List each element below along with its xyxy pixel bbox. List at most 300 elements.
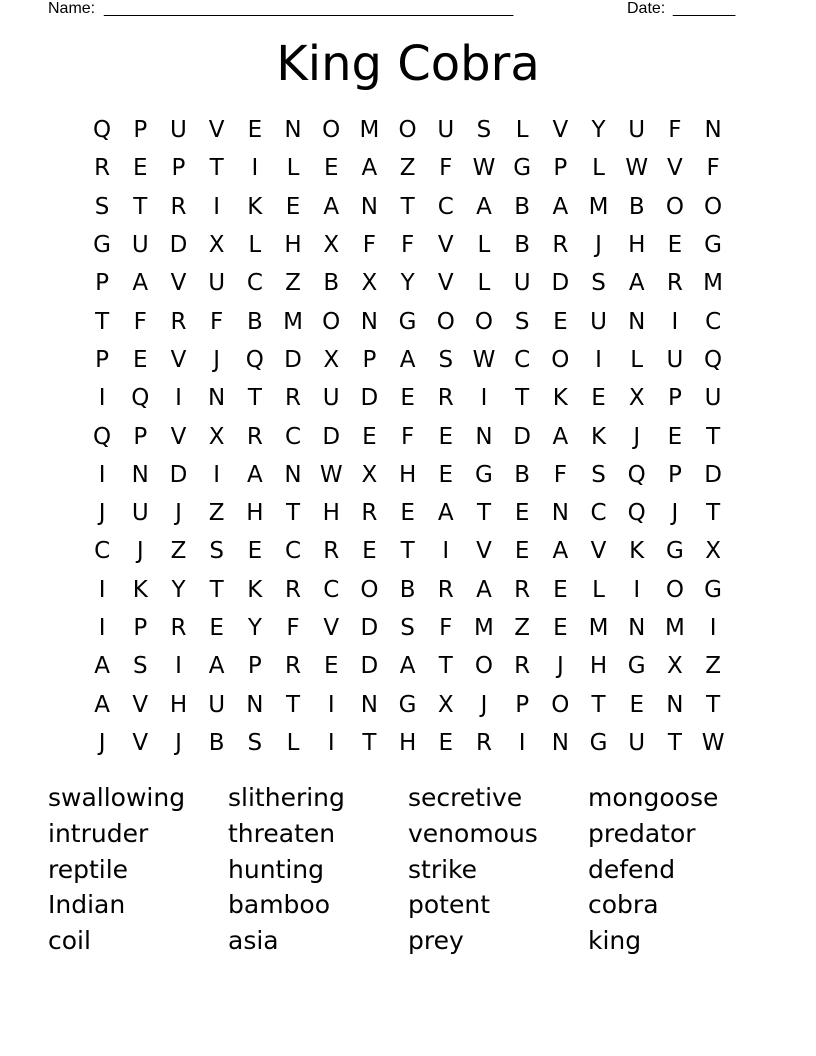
grid-letter: D [322, 423, 341, 450]
grid-letter: R [94, 155, 111, 182]
letter-grid [83, 111, 733, 762]
grid-letter: N [208, 385, 226, 412]
grid-letter: L [286, 729, 300, 756]
grid-letter: J [595, 232, 602, 259]
grid-letter: W [472, 155, 496, 182]
grid-letter: V [667, 155, 683, 182]
grid-letter: A [323, 193, 340, 220]
grid-letter: V [170, 346, 187, 373]
grid-letter: R [666, 270, 683, 297]
grid-letter: V [323, 615, 340, 641]
word-list-item: king [588, 926, 642, 956]
grid-letter: F [439, 155, 453, 182]
word-list-item: secretive [408, 783, 523, 812]
grid-letter: J [671, 500, 679, 527]
grid-letter: H [284, 232, 302, 259]
grid-letter: R [246, 423, 263, 450]
grid-letter: Q [627, 500, 646, 527]
grid-letter: A [208, 653, 225, 680]
grid-letter: N [551, 500, 569, 527]
grid-letter: P [133, 423, 148, 450]
grid-letter: U [322, 385, 340, 412]
grid-letter: I [327, 729, 335, 756]
word-list-item: slithering [228, 783, 345, 812]
grid-row [83, 188, 733, 226]
grid-letter: T [476, 500, 491, 527]
grid-letter: D [360, 385, 379, 412]
grid-letter: J [98, 500, 106, 527]
grid-letter: A [552, 538, 569, 565]
grid-letter: J [98, 729, 106, 756]
grid-letter: G [704, 576, 722, 603]
grid-letter: I [595, 346, 602, 373]
grid-letter: P [247, 653, 262, 680]
grid-letter: N [360, 193, 379, 220]
grid-letter: U [628, 729, 646, 756]
grid-letter: X [705, 538, 721, 565]
grid-letter: P [553, 155, 568, 182]
grid-row [83, 647, 733, 685]
grid-letter: I [671, 308, 679, 335]
grid-letter: R [552, 232, 569, 259]
grid-letter: V [552, 117, 569, 144]
grid-letter: O [436, 308, 455, 335]
grid-letter: T [400, 538, 415, 565]
grid-letter: L [477, 270, 491, 297]
word-list [48, 780, 768, 959]
grid-letter: E [362, 423, 377, 450]
grid-letter: K [132, 576, 148, 603]
grid-letter: D [284, 346, 302, 373]
grid-letter: P [667, 461, 682, 488]
grid-letter: B [514, 232, 531, 259]
grid-letter: X [437, 691, 454, 718]
grid-letter: R [437, 576, 454, 603]
grid-letter: F [668, 117, 682, 144]
grid-letter: M [474, 615, 494, 641]
grid-letter: E [247, 538, 263, 565]
grid-letter: W [701, 729, 725, 756]
grid-letter: L [592, 576, 605, 603]
grid-letter: I [98, 615, 106, 641]
grid-letter: X [667, 653, 683, 680]
grid-letter: V [590, 538, 607, 565]
grid-letter: X [323, 232, 340, 259]
grid-letter: F [706, 155, 720, 182]
grid-letter: E [667, 232, 683, 259]
grid-letter: F [286, 615, 300, 641]
grid-letter: N [246, 691, 264, 718]
grid-letter: H [628, 232, 646, 259]
grid-letter: I [98, 461, 106, 488]
grid-letter: R [170, 308, 187, 335]
grid-letter: M [283, 308, 303, 335]
grid-letter: F [362, 232, 377, 259]
word-list-item: Indian [48, 890, 126, 920]
grid-letter: A [399, 346, 416, 373]
grid-letter: U [208, 270, 226, 297]
grid-letter: E [247, 117, 263, 144]
grid-letter: I [480, 385, 488, 412]
grid-letter: E [438, 461, 454, 488]
grid-letter: J [175, 500, 182, 527]
grid-letter: Y [591, 117, 606, 144]
grid-letter: E [667, 423, 683, 450]
grid-letter: O [665, 193, 684, 220]
grid-letter: S [591, 461, 606, 488]
grid-letter: S [94, 193, 110, 220]
grid-letter: E [553, 615, 568, 641]
grid-letter: R [285, 576, 302, 603]
grid-letter: I [251, 155, 259, 182]
grid-letter: H [246, 500, 264, 527]
grid-letter: I [98, 385, 106, 412]
date-blank-line: _______ [673, 0, 736, 17]
grid-letter: K [629, 538, 645, 565]
grid-letter: S [476, 117, 492, 144]
grid-letter: R [170, 193, 187, 220]
grid-letter: M [664, 615, 685, 641]
grid-letter: D [360, 615, 379, 641]
grid-letter: L [592, 155, 605, 182]
grid-letter: R [323, 538, 340, 565]
grid-letter: O [322, 308, 341, 335]
grid-letter: F [439, 615, 453, 641]
grid-letter: G [398, 308, 417, 335]
grid-letter: R [285, 653, 302, 680]
grid-letter: V [170, 270, 187, 297]
name-date-header [48, 0, 748, 20]
grid-letter: A [94, 653, 110, 680]
grid-letter: V [476, 538, 492, 565]
grid-letter: C [246, 270, 263, 297]
grid-letter: I [327, 691, 335, 718]
grid-letter: A [132, 270, 149, 297]
grid-letter: R [170, 615, 187, 641]
grid-letter: K [247, 193, 263, 220]
grid-letter: I [633, 576, 641, 603]
grid-letter: U [131, 232, 149, 259]
grid-row [83, 111, 733, 149]
grid-letter: W [319, 461, 343, 488]
grid-letter: O [322, 117, 341, 144]
word-list-item: venomous [408, 818, 538, 848]
grid-letter: V [208, 117, 225, 144]
grid-letter: R [514, 576, 531, 603]
grid-letter: T [706, 500, 721, 527]
grid-letter: F [553, 461, 567, 488]
grid-row [83, 724, 733, 762]
grid-letter: Q [93, 423, 112, 450]
grid-letter: U [437, 117, 455, 144]
grid-letter: G [513, 155, 532, 182]
word-list-item: coil [48, 926, 91, 956]
grid-letter: E [514, 538, 530, 565]
grid-letter: B [514, 193, 531, 220]
word-list-item: intruder [48, 818, 149, 848]
grid-letter: O [665, 576, 684, 603]
grid-letter: T [706, 423, 721, 450]
grid-letter: K [590, 423, 607, 450]
grid-letter: Z [170, 538, 187, 565]
grid-letter: E [133, 346, 148, 373]
grid-letter: V [170, 423, 187, 450]
grid-letter: L [477, 232, 491, 259]
grid-letter: X [323, 346, 340, 373]
grid-letter: O [474, 308, 494, 335]
grid-letter: E [553, 576, 568, 603]
grid-row [83, 264, 733, 302]
grid-letter: G [704, 232, 722, 259]
grid-letter: X [208, 423, 225, 450]
word-list-item: threaten [228, 818, 336, 848]
grid-letter: Z [208, 500, 225, 527]
grid-row [83, 226, 733, 264]
grid-letter: F [400, 232, 415, 259]
grid-letter: A [94, 691, 110, 718]
grid-letter: E [323, 653, 339, 680]
grid-letter: E [362, 538, 377, 565]
grid-letter: S [132, 653, 148, 680]
grid-letter: T [209, 576, 224, 603]
grid-letter: O [360, 576, 379, 603]
grid-letter: K [247, 576, 263, 603]
grid-letter: Q [131, 385, 150, 412]
grid-letter: N [284, 117, 302, 144]
word-list-item: mongoose [588, 783, 719, 812]
grid-letter: A [476, 193, 492, 220]
grid-letter: V [437, 270, 454, 297]
grid-letter: N [360, 691, 379, 718]
grid-letter: S [514, 308, 530, 335]
word-list-item: predator [588, 818, 696, 848]
word-list-item: swallowing [48, 783, 186, 812]
grid-letter: L [515, 117, 529, 144]
grid-letter: A [552, 423, 569, 450]
grid-letter: J [556, 653, 564, 680]
grid-letter: A [552, 193, 569, 220]
grid-letter: X [361, 461, 378, 488]
grid-letter: E [438, 423, 454, 450]
grid-letter: T [591, 691, 606, 718]
grid-letter: P [362, 346, 377, 373]
grid-letter: U [628, 117, 646, 144]
grid-letter: P [95, 346, 110, 373]
grid-row [83, 149, 733, 187]
grid-letter: C [437, 193, 454, 220]
grid-letter: J [633, 423, 641, 450]
grid-letter: I [518, 729, 526, 756]
grid-letter: G [93, 232, 111, 259]
grid-letter: D [513, 423, 532, 450]
grid-letter: O [474, 653, 494, 680]
grid-letter: D [360, 653, 379, 680]
grid-letter: T [362, 729, 377, 756]
word-list-item: prey [408, 926, 464, 956]
grid-letter: O [551, 346, 570, 373]
grid-row [83, 302, 733, 340]
grid-row [83, 417, 733, 455]
grid-letter: M [359, 117, 380, 144]
grid-letter: Z [399, 155, 416, 182]
word-list-item: potent [408, 890, 490, 920]
grid-letter: D [169, 232, 188, 259]
grid-letter: G [627, 653, 646, 680]
grid-letter: N [704, 117, 722, 144]
grid-letter: B [628, 193, 645, 220]
grid-letter: F [400, 423, 415, 450]
grid-letter: J [480, 691, 488, 718]
grid-letter: W [625, 155, 649, 182]
grid-letter: R [475, 729, 492, 756]
grid-letter: E [553, 308, 568, 335]
grid-letter: M [588, 193, 609, 220]
grid-letter: P [515, 691, 530, 718]
grid-letter: U [170, 117, 187, 144]
grid-letter: I [175, 653, 182, 680]
grid-letter: S [591, 270, 606, 297]
grid-letter: L [630, 346, 644, 373]
grid-letter: C [514, 346, 531, 373]
grid-letter: L [286, 155, 300, 182]
grid-letter: Y [171, 576, 186, 603]
grid-letter: I [442, 538, 450, 565]
page-title: King Cobra [276, 36, 540, 92]
word-list-item: defend [588, 854, 676, 884]
grid-letter: U [513, 270, 531, 297]
word-list-item: hunting [228, 854, 324, 884]
grid-letter: E [438, 729, 454, 756]
grid-letter: Q [704, 346, 723, 373]
grid-letter: N [475, 423, 493, 450]
grid-letter: U [704, 385, 722, 412]
grid-letter: Q [627, 461, 646, 488]
grid-letter: R [514, 653, 531, 680]
grid-letter: B [208, 729, 225, 756]
grid-letter: E [285, 193, 301, 220]
grid-letter: C [285, 423, 302, 450]
grid-letter: N [551, 729, 569, 756]
grid-letter: S [438, 346, 454, 373]
grid-row [83, 379, 733, 417]
grid-letter: H [398, 461, 417, 488]
grid-letter: N [131, 461, 149, 488]
grid-letter: B [399, 576, 416, 603]
grid-letter: H [398, 729, 417, 756]
grid-letter: T [247, 385, 262, 412]
grid-letter: B [514, 461, 531, 488]
grid-letter: O [398, 117, 417, 144]
grid-letter: I [98, 576, 106, 603]
grid-row [83, 494, 733, 532]
grid-letter: K [552, 385, 568, 412]
grid-letter: I [213, 193, 221, 220]
grid-letter: S [209, 538, 224, 565]
grid-letter: T [400, 193, 415, 220]
grid-letter: R [361, 500, 378, 527]
grid-letter: D [551, 270, 570, 297]
grid-letter: T [286, 691, 301, 718]
grid-letter: E [514, 500, 530, 527]
grid-letter: T [286, 500, 301, 527]
grid-letter: E [629, 691, 644, 718]
grid-row [83, 341, 733, 379]
name-label: Name: [48, 0, 96, 17]
grid-letter: X [628, 385, 645, 412]
grid-letter: T [133, 193, 148, 220]
grid-letter: A [476, 576, 492, 603]
grid-letter: S [247, 729, 263, 756]
word-list-item: cobra [588, 890, 659, 920]
grid-letter: P [133, 117, 148, 144]
grid-letter: F [133, 308, 147, 335]
grid-letter: P [95, 270, 110, 297]
grid-letter: V [132, 729, 149, 756]
grid-letter: M [588, 615, 609, 641]
grid-letter: P [133, 615, 148, 641]
grid-letter: U [131, 500, 149, 527]
grid-row [83, 685, 733, 723]
grid-letter: A [399, 653, 416, 680]
grid-letter: E [400, 385, 415, 412]
grid-letter: J [175, 729, 182, 756]
date-label: Date: [627, 0, 666, 17]
name-blank-line: ______________________________________________ [104, 0, 514, 17]
grid-letter: H [169, 691, 188, 718]
grid-letter: A [437, 500, 454, 527]
word-list-item: asia [228, 926, 279, 956]
grid-letter: O [551, 691, 570, 718]
grid-letter: T [209, 155, 224, 182]
grid-letter: T [95, 308, 110, 335]
grid-letter: A [628, 270, 645, 297]
grid-row [83, 532, 733, 570]
grid-letter: N [666, 691, 684, 718]
grid-letter: R [437, 385, 454, 412]
grid-letter: C [323, 576, 340, 603]
grid-letter: V [437, 232, 454, 259]
grid-letter: W [472, 346, 496, 373]
grid-letter: E [591, 385, 606, 412]
grid-letter: T [438, 653, 453, 680]
grid-letter: G [665, 538, 684, 565]
grid-letter: T [667, 729, 682, 756]
grid-letter: G [589, 729, 608, 756]
grid-letter: C [94, 538, 111, 565]
grid-letter: N [628, 308, 646, 335]
grid-letter: P [667, 385, 682, 412]
grid-letter: B [246, 308, 263, 335]
grid-letter: L [248, 232, 262, 259]
word-list-item: bamboo [228, 890, 331, 920]
grid-letter: C [705, 308, 722, 335]
grid-letter: I [175, 385, 182, 412]
grid-letter: Z [705, 653, 721, 680]
grid-letter: T [515, 385, 530, 412]
grid-letter: T [706, 691, 721, 718]
grid-letter: D [169, 461, 188, 488]
grid-letter: R [285, 385, 302, 412]
grid-letter: B [323, 270, 340, 297]
grid-letter: I [213, 461, 221, 488]
word-list-item: strike [408, 854, 478, 884]
grid-letter: N [360, 308, 379, 335]
grid-letter: X [208, 232, 225, 259]
grid-letter: E [323, 155, 339, 182]
grid-letter: N [628, 615, 646, 641]
grid-letter: G [398, 691, 417, 718]
grid-letter: Y [400, 270, 415, 297]
